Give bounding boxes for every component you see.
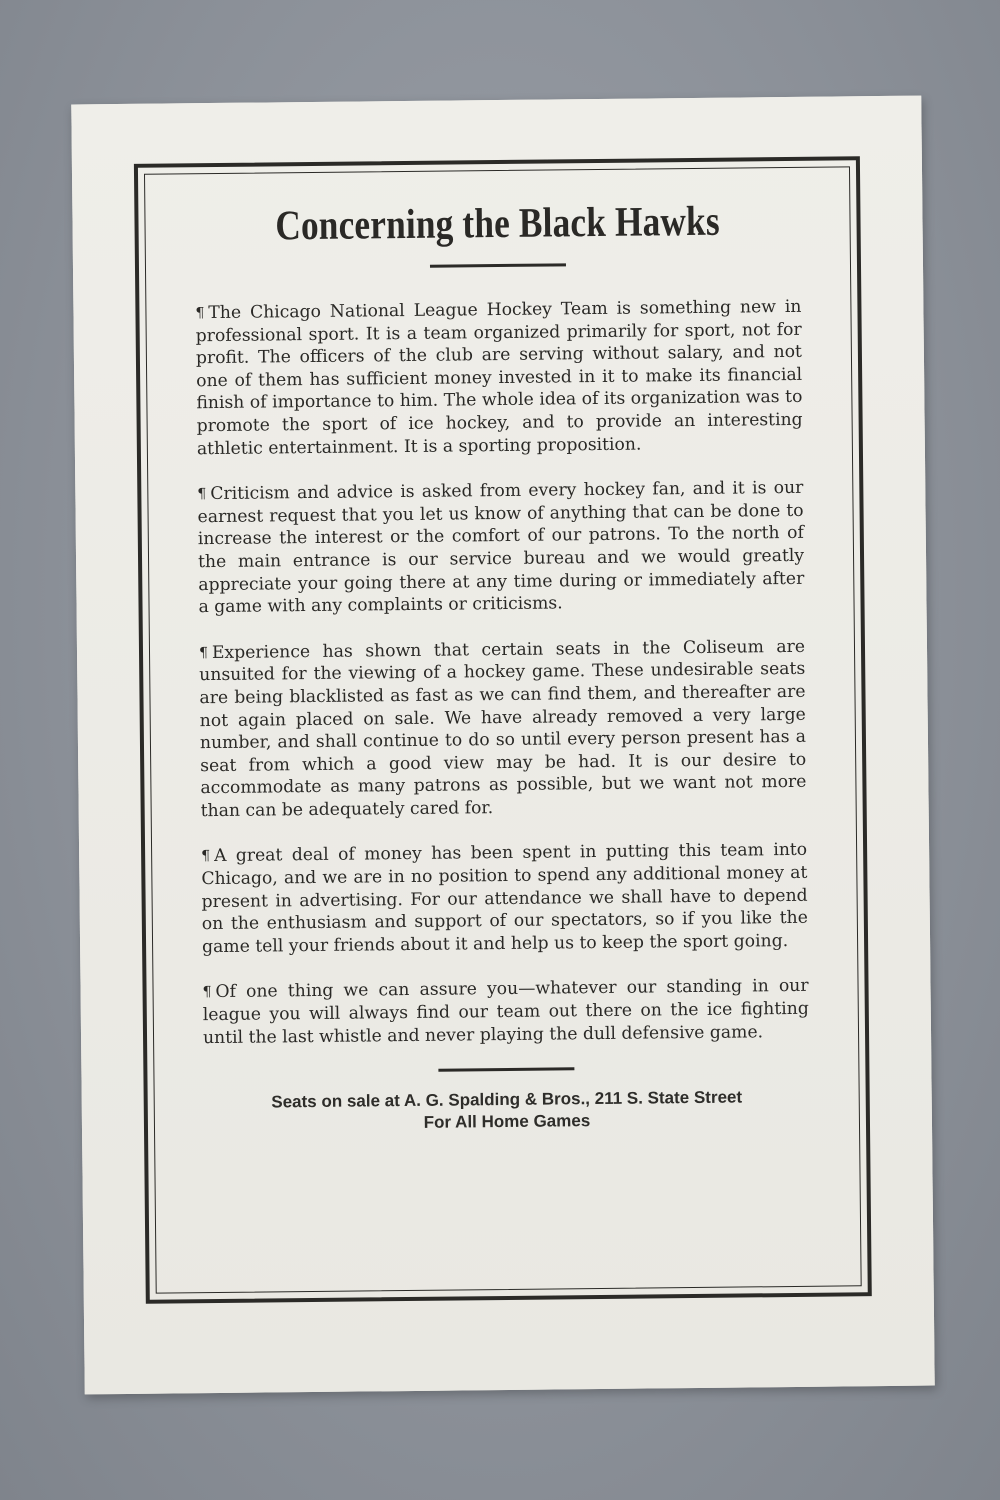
title-divider	[430, 263, 566, 267]
pilcrow-icon: ¶	[195, 305, 205, 322]
footer	[204, 1086, 810, 1136]
footer-divider	[438, 1067, 574, 1071]
paragraph-text: Of one thing we can assure you—whatever our standing in our league you will always find our team out there on the ice fighting until the last whistle and never playing the dull defensive game.	[202, 976, 809, 1048]
paragraph-5	[202, 975, 809, 1049]
paragraph-text: Experience has shown that certain seats in the Coliseum are unsuited for the viewing of a hockey game. These undesirable seats are being blacklisted as fast as we can find them, and thereafter are not again placed on sale. We have already removed a very large number, and shall continue to do so until every person present has a seat from which a good view may be had. It is our desire to accommodate as many patrons as possible, but we want not more than can be adequately cared for.	[199, 636, 807, 822]
pilcrow-icon: ¶	[202, 984, 212, 1001]
pilcrow-icon: ¶	[201, 848, 211, 865]
paragraph-2	[197, 477, 804, 619]
double-border-frame	[134, 156, 872, 1304]
page-title: Concerning the Black Hawks	[275, 198, 720, 250]
handbill-sheet	[71, 96, 934, 1395]
pilcrow-icon: ¶	[197, 486, 207, 503]
paragraph-1	[195, 296, 803, 460]
footer-line-2: For All Home Games	[423, 1111, 591, 1133]
paragraph-3	[199, 636, 807, 823]
footer-line-1: Seats on sale at A. G. Spalding & Bros., 211 S. State Street	[271, 1087, 743, 1112]
paragraph-text: A great deal of money has been spent in putting this team into Chicago, and we are in no position to spend any additional money at present in advertising. For our attendance we shall have to depend on the enthusiasm and support of our spectators, so if you like the game tell your friends about it and help us to keep the sport going.	[201, 840, 808, 958]
paragraph-text: The Chicago National League Hockey Team is something new in professional sport. It is a team organized primarily for sport, not for profit. The officers of the club are serving without salary, and not one of them has sufficient money invested in it to make its financial finish of importance to him. The whole idea of its organization was to promote the sport of ice hockey, and to provide an interesting athletic entertainment. It is a sporting proposition.	[195, 296, 803, 459]
paragraph-4	[201, 839, 808, 958]
paragraph-text: Criticism and advice is asked from every hockey fan, and it is our earnest request that you let us know of anything that can be done to increase the interest or the comfort of our patrons. To the north of the main entrance is our service bureau and we would greatly appreciate your going there at any time during or immediately after a game with any complaints or criticisms.	[197, 477, 805, 618]
pilcrow-icon: ¶	[198, 644, 209, 661]
handbill-content	[194, 191, 810, 1137]
